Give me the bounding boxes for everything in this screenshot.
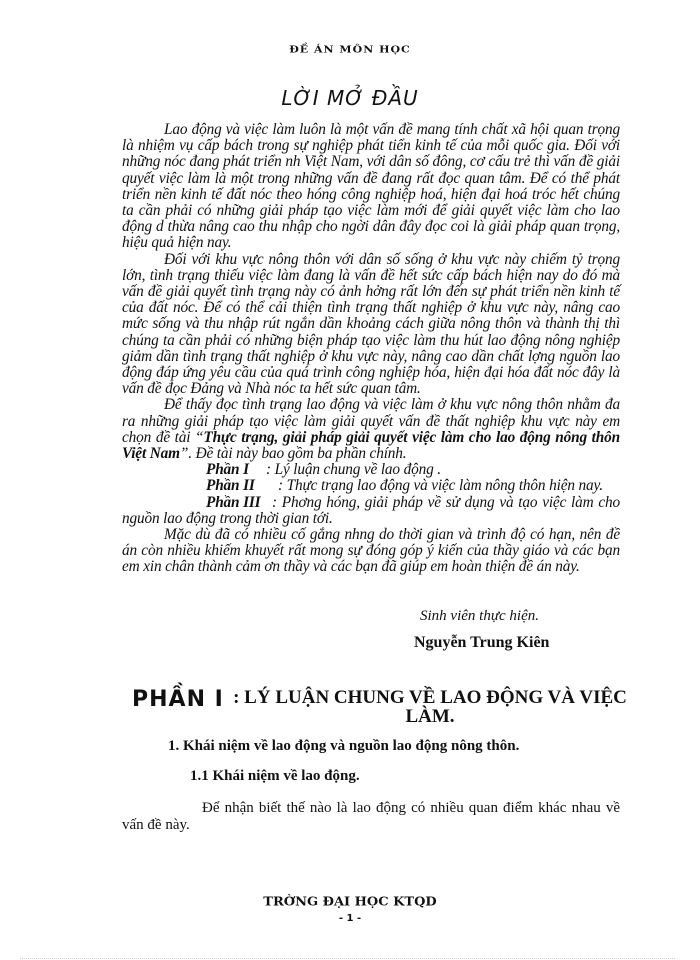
intro-paragraph-3-text: Để thấy đọc tình trạng lao động và việc làm ở khu vực nông thôn nhằm đa ra những giải pháp tạo việc làm giải quyết vấn đề thất nghiệp khu vực này em chọn đề tài “: [122, 396, 620, 446]
page-boundary-divider: [20, 958, 675, 959]
part-text: : Thực trạng lao động và việc làm nông thôn hiện nay.: [278, 477, 603, 495]
intro-body: [122, 122, 620, 576]
topic-suffix: ”. Đề tài này bao gồm ba phần chính.: [179, 445, 407, 463]
part-one-heading: [130, 688, 630, 726]
footer-page-number: - 1 -: [338, 913, 362, 924]
part-one-label: PHẦN I: [132, 687, 224, 712]
topic-title: Thực trạng, giải pháp giải quyết việc làm cho lao động nông thôn Việt Nam: [122, 428, 620, 463]
intro-paragraph-2: Đối với khu vực nông thôn với dân số sống ở khu vực này chiếm tỷ trọng lớn, tình trạng thiếu việc làm đang là vấn đề hết sức cấp bách hiện nay do đó mà vấn đề giải quyết tình trạng này có ảnh hởng rất lớn đến sự phát triển nền kinh tế của đất nóc. Để có thể cải thiện tình trạng thất nghiệp ở khu vực này, nâng cao mức sống và thu nhập rút ngắn dần khoảng cách giữa nông thôn và thành thị thì chúng ta cần phải có những biện pháp tạo việc làm thu hút lao động nông nghiệp giảm dần tình trạng thất nghiệp ở khu vực này, nâng cao dần chất lợng nguồn lao động đáp ứng yêu cầu của quá trình công nghiệp hóa, hiện đại hóa đất nóc đây là vấn đề đọc Đảng và Nhà nóc ta hết sức quan tâm.: [122, 250, 620, 398]
page-header-title: ĐỀ ÁN MÔN HỌC: [289, 44, 411, 55]
section-1-1-body: [122, 800, 620, 834]
section-heading-1-1: 1.1 Khái niệm về lao động.: [190, 768, 360, 784]
part-text: : Lý luận chung về lao động .: [266, 461, 441, 479]
part-one-title: : LÝ LUẬN CHUNG VỀ LAO ĐỘNG VÀ VIỆC LÀM.: [233, 687, 627, 727]
section-heading-1: 1. Khái niệm về lao động và nguồn lao động nông thôn.: [168, 738, 520, 754]
part-label: Phần I: [206, 461, 249, 479]
part-label: Phần III: [206, 493, 261, 511]
intro-paragraph-1: Lao động và việc làm luôn là một vấn đề mang tính chất xã hội quan trọng là nhiệm vụ cấp bách trong sự nghiệp phát tiển kinh tế của mỗi quốc gia. Đối với những nóc đang phát triển nh Việt Nam, với dân số đông, cơ cấu trẻ thì vấn đề giải quyết việc làm là một trong những vấn đề đang rất đọc quan tâm. Để có thể phát triển nền kinh tế đất nóc theo hóng công nghiệp hoá, hiện đại hoá tróc hết chúng ta cần phải có những giải pháp tạo việc làm mới để giải quyết việc làm cho lao động d thừa nâng cao thu nhập cho ngời dân đây đọc coi là giải pháp quan trọng, hiệu quả hiện nay.: [122, 121, 620, 252]
part-text: : Phơng hóng, giải pháp về sử dụng và tạo việc làm cho nguồn lao động trong thời gian tới.: [122, 493, 620, 527]
section-1-1-paragraph: Để nhận biết thế nào là lao động có nhiều quan điểm khác nhau về vấn đề này.: [122, 800, 620, 833]
signature-name: Nguyễn Trung Kiên: [414, 634, 550, 651]
intro-paragraph-3: [122, 397, 620, 462]
part-label: Phần II: [206, 477, 255, 495]
closing-paragraph: Mặc dù đã có nhiều cố gắng nhng do thời gian và trình độ có hạn, nên đề án còn nhiều khiếm khuyết rất mong sự đóng góp ý kiến của thầy giáo và các bạn em xin chân thành cảm ơn thầy và các bạn đã giúp em hoàn thiện đề án này.: [122, 526, 620, 576]
intro-title: LỜI MỞ ĐẦU: [281, 86, 419, 110]
footer-school-name: TRỜNG ĐẠI HỌC KTQD: [263, 895, 437, 910]
signature-role: Sinh viên thực hiện.: [420, 608, 539, 624]
part-list-item-2: [122, 478, 620, 494]
part-list-item-3: [122, 495, 620, 527]
part-list-item-1: [122, 462, 620, 478]
